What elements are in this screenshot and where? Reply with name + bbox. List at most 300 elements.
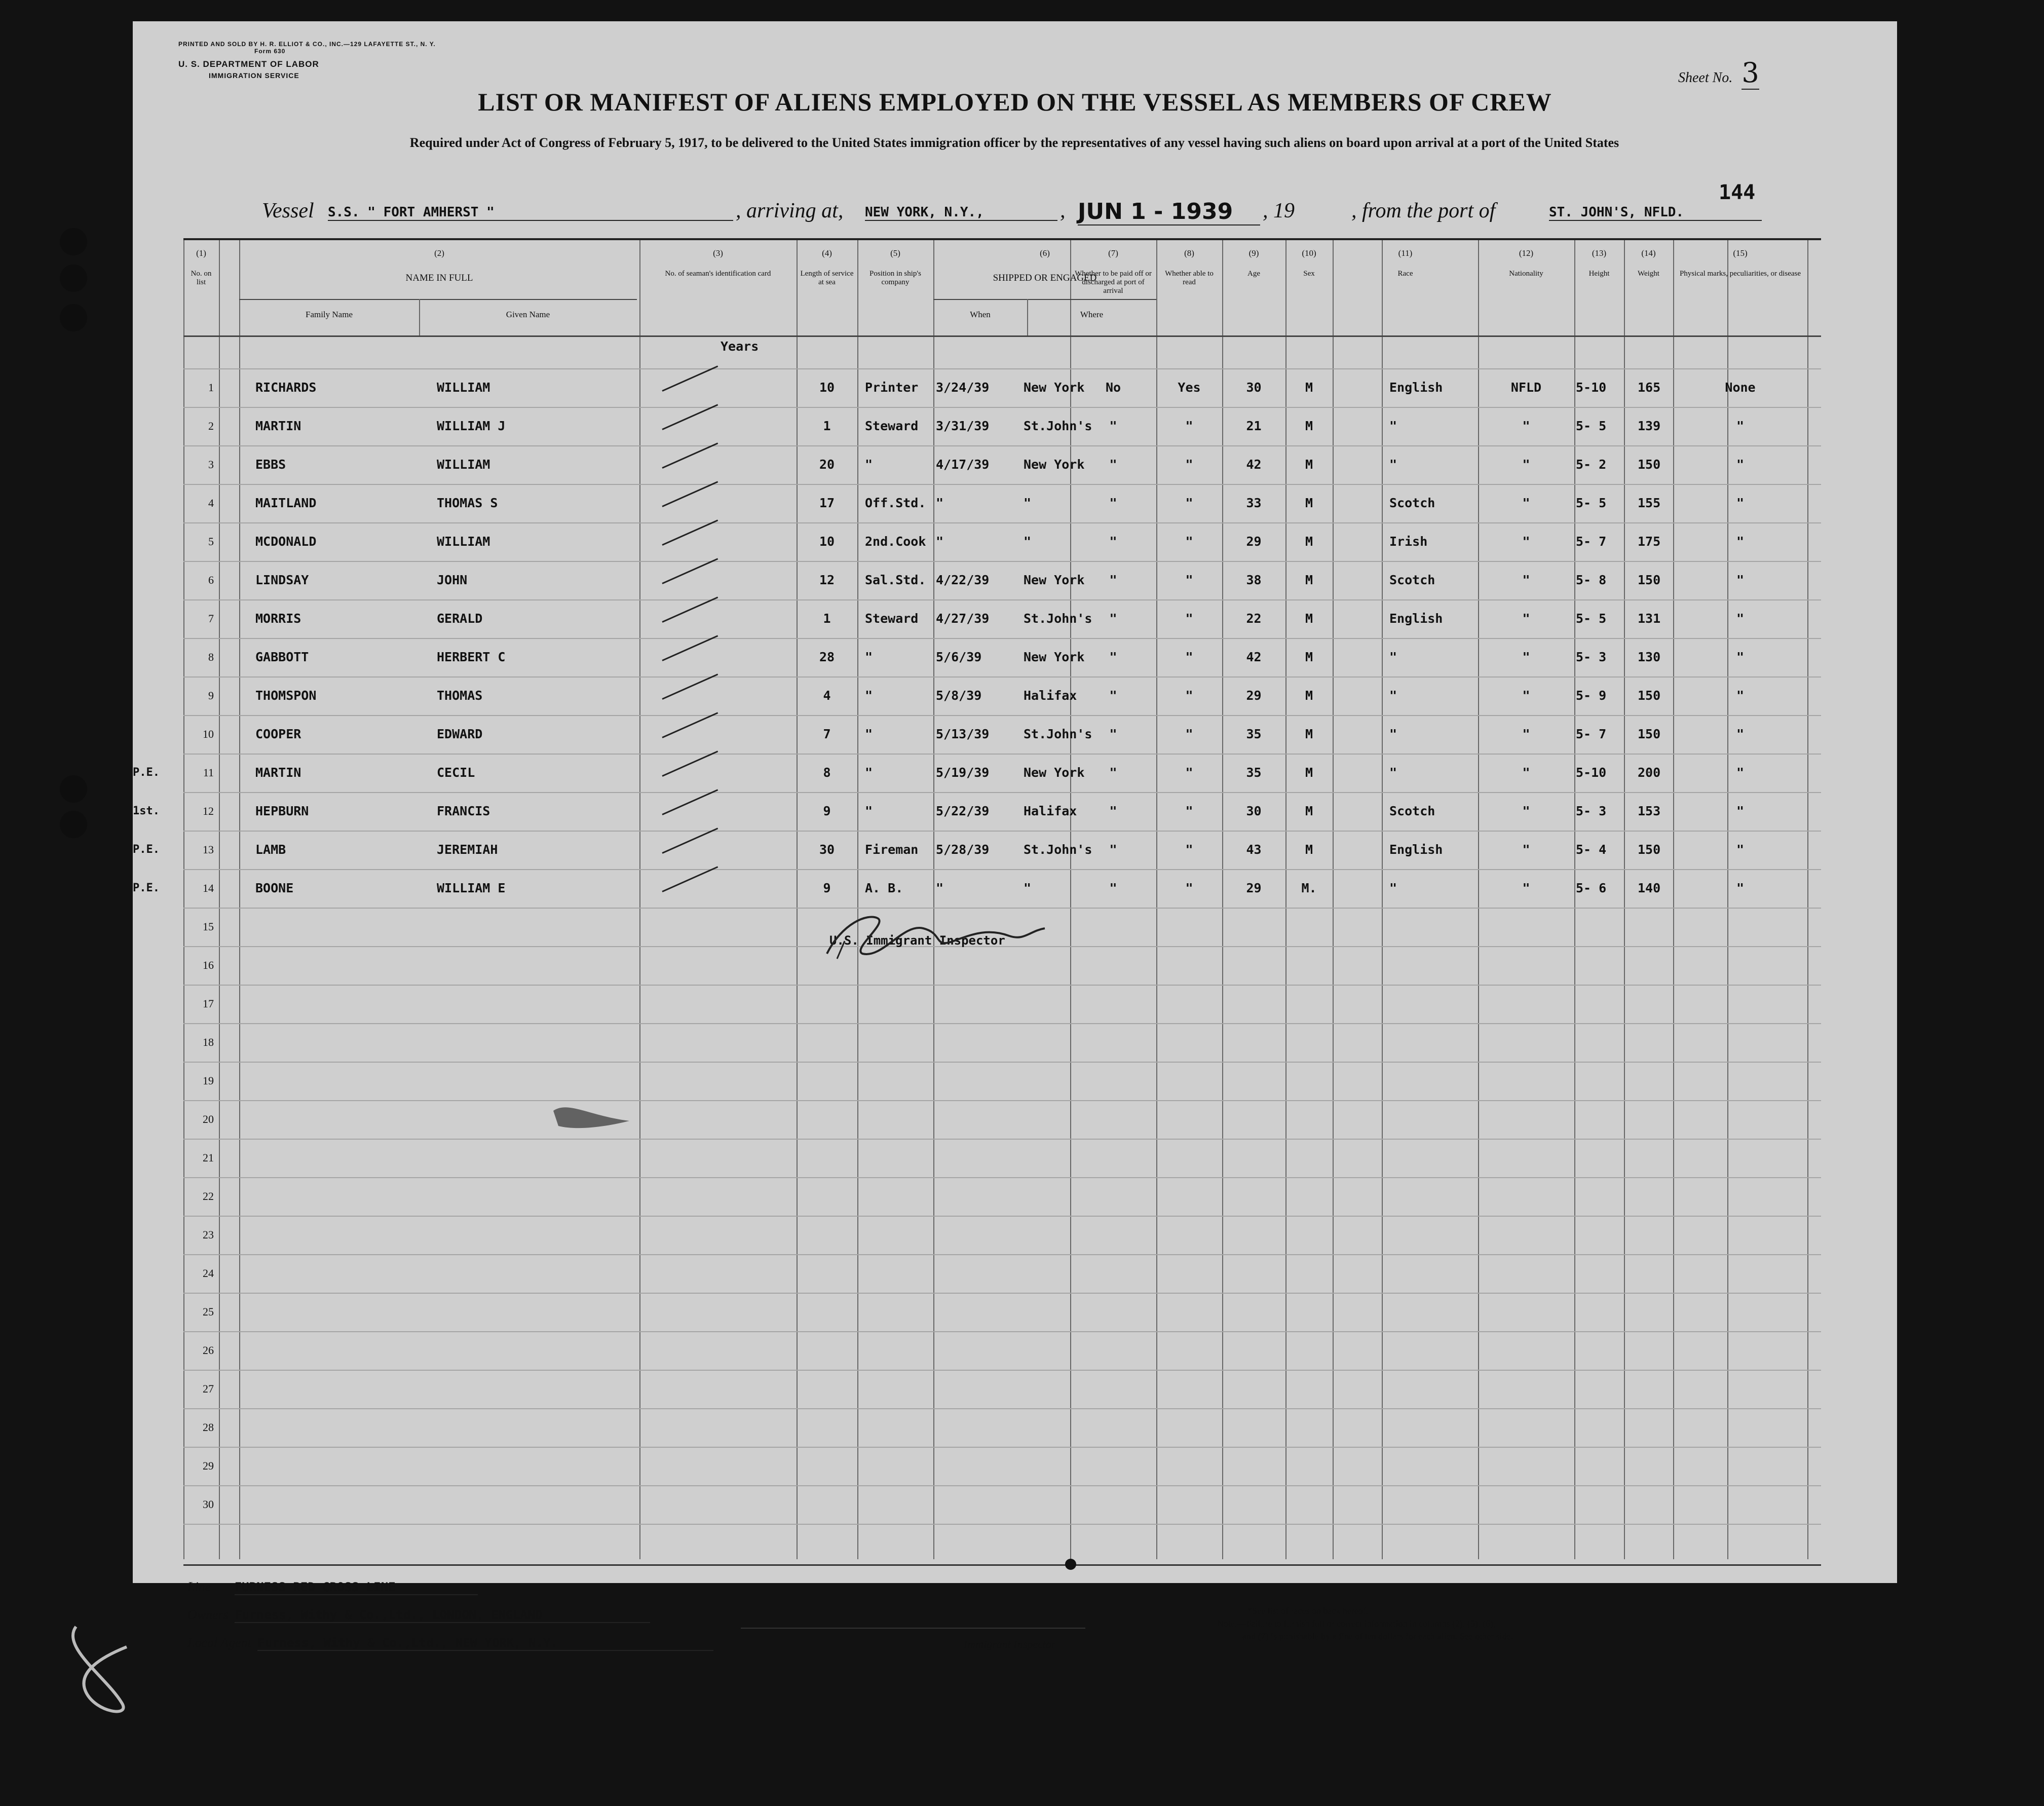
column-rule <box>797 240 798 1559</box>
column-header: Whether able to read <box>1165 270 1214 286</box>
cell-where: New York <box>1024 765 1085 780</box>
cell-when: 3/24/39 <box>936 380 990 395</box>
column-rule <box>1807 240 1808 1559</box>
cell-paid: " <box>1109 727 1117 741</box>
cell-marks: " <box>1736 650 1745 664</box>
cell-when: 3/31/39 <box>936 419 990 433</box>
cell-weight: 175 <box>1638 534 1661 549</box>
column-rule <box>183 240 184 1559</box>
cell-read: " <box>1185 611 1193 626</box>
cell-nat: " <box>1522 573 1530 587</box>
column-rule <box>1673 240 1674 1559</box>
row-rule <box>183 1062 1821 1063</box>
column-header: Physical marks, peculiarities, or disease <box>1679 270 1801 278</box>
row-number: 20 <box>203 1113 214 1125</box>
row-number: 12 <box>203 805 214 817</box>
row-rule <box>183 676 1821 678</box>
row-number: 10 <box>203 728 214 740</box>
cell-service: 1 <box>823 419 831 433</box>
cell-service: 20 <box>819 457 835 472</box>
row-number: 2 <box>208 420 214 432</box>
row-rule <box>183 1524 1821 1525</box>
column-number: (4) <box>822 248 832 258</box>
column-rule <box>1222 240 1223 1559</box>
id-card-check-mark <box>662 789 718 815</box>
inspector-stamp: U.S. Immigrant Inspector <box>829 933 1005 948</box>
column-rule <box>219 240 220 1559</box>
cell-race: " <box>1389 727 1397 741</box>
cell-family: MARTIN <box>255 765 301 780</box>
cell-family: MCDONALD <box>255 534 317 549</box>
cell-paid: " <box>1109 573 1117 587</box>
row-number: 16 <box>203 959 214 971</box>
binder-hole <box>60 304 87 331</box>
column-number: (10) <box>1302 248 1316 258</box>
column-number: (13) <box>1592 248 1607 258</box>
cell-age: 35 <box>1246 727 1262 741</box>
row-rule <box>183 792 1821 793</box>
cell-marks: None <box>1725 380 1756 395</box>
cell-age: 43 <box>1246 842 1262 857</box>
cell-service: 30 <box>819 842 835 857</box>
column-header: Nationality <box>1509 270 1543 278</box>
column-header: Position in ship's company <box>869 270 921 286</box>
cell-age: 30 <box>1246 804 1262 818</box>
cell-height: 5- 3 <box>1576 650 1607 664</box>
cell-position: Off.Std. <box>865 496 926 510</box>
cell-race: " <box>1389 457 1397 472</box>
cell-when: 4/17/39 <box>936 457 990 472</box>
cell-height: 5- 2 <box>1576 457 1607 472</box>
column-subheader: Where <box>1080 310 1104 319</box>
cell-service: 7 <box>823 727 831 741</box>
margin-note: P.E. <box>133 843 160 856</box>
row-number: 1 <box>208 381 214 394</box>
cell-paid: " <box>1109 534 1117 549</box>
cell-position: Fireman <box>865 842 919 857</box>
cell-age: 35 <box>1246 765 1262 780</box>
cell-sex: M <box>1305 457 1313 472</box>
id-card-check-mark <box>662 712 718 738</box>
row-rule <box>183 1331 1821 1332</box>
cell-height: 5- 7 <box>1576 534 1607 549</box>
cell-family: COOPER <box>255 727 301 741</box>
cell-marks: " <box>1736 727 1745 741</box>
cell-marks: " <box>1736 842 1745 857</box>
cell-when: 5/6/39 <box>936 650 982 664</box>
column-number: (5) <box>890 248 900 258</box>
cell-paid: " <box>1109 688 1117 703</box>
column-header: Whether to be paid off or discharged at port of arrival <box>1075 270 1152 295</box>
row-rule <box>183 985 1821 986</box>
cell-family: LAMB <box>255 842 286 857</box>
cell-height: 5- 5 <box>1576 419 1607 433</box>
cell-marks: " <box>1736 804 1745 818</box>
years-label: Years <box>721 339 759 354</box>
cell-given: HERBERT C <box>437 650 506 664</box>
cell-sex: M <box>1305 804 1313 818</box>
cell-height: 5- 5 <box>1576 611 1607 626</box>
cell-position: " <box>865 650 873 664</box>
margin-note: 1st. <box>133 805 160 817</box>
cell-age: 22 <box>1246 611 1262 626</box>
cell-family: GABBOTT <box>255 650 309 664</box>
id-card-check-mark <box>662 558 718 584</box>
column-header: Sex <box>1303 270 1315 278</box>
table-top-rule <box>183 238 1821 240</box>
cell-position: " <box>865 765 873 780</box>
cell-when: 5/8/39 <box>936 688 982 703</box>
row-rule <box>183 1254 1821 1255</box>
subheader-rule <box>239 299 637 300</box>
id-card-check-mark <box>662 404 718 430</box>
margin-scribble <box>56 1616 137 1718</box>
inspector-sign-line <box>741 1628 1085 1629</box>
cell-read: Yes <box>1178 380 1201 395</box>
column-header: No. on list <box>191 270 212 286</box>
cell-nat: " <box>1522 842 1530 857</box>
column-rule <box>1727 240 1728 1559</box>
column-number: (11) <box>1398 248 1413 258</box>
row-rule <box>183 599 1821 600</box>
cell-sex: M <box>1305 419 1313 433</box>
row-rule <box>183 561 1821 562</box>
vessel-name: S.S. " FORT AMHERST " <box>328 205 733 221</box>
cell-family: RICHARDS <box>255 380 317 395</box>
cell-given: WILLIAM E <box>437 881 506 895</box>
cell-paid: " <box>1109 457 1117 472</box>
cell-height: 5- 4 <box>1576 842 1607 857</box>
column-rule <box>639 240 640 1559</box>
column-number: (12) <box>1519 248 1534 258</box>
requirement-text: Required under Act of Congress of February 5, 1917, to be delivered to the United States immigration officer by the representatives of any vessel having such aliens on board upon arrival at a port of the United States <box>409 135 1619 150</box>
cell-given: CECIL <box>437 765 475 780</box>
penalty-note-1: Note.—Failure to furnish full or correct information in columns (2), (5), (6), <box>1217 1619 1496 1629</box>
cell-paid: " <box>1109 765 1117 780</box>
cell-where: " <box>1024 534 1032 549</box>
row-rule <box>183 522 1821 523</box>
cell-position: " <box>865 457 873 472</box>
cell-service: 28 <box>819 650 835 664</box>
cell-paid: " <box>1109 842 1117 857</box>
id-card-check-mark <box>662 365 718 392</box>
cell-age: 33 <box>1246 496 1262 510</box>
row-number: 11 <box>203 766 214 779</box>
cell-read: " <box>1185 804 1193 818</box>
row-rule <box>183 754 1821 755</box>
cell-race: English <box>1389 611 1443 626</box>
cell-nat: " <box>1522 881 1530 895</box>
cell-age: 38 <box>1246 573 1262 587</box>
cell-when: 5/22/39 <box>936 804 990 818</box>
cell-sex: M <box>1305 496 1313 510</box>
cell-read: " <box>1185 457 1193 472</box>
margin-note: P.E. <box>133 766 160 779</box>
cell-sex: M <box>1305 842 1313 857</box>
cell-race: Scotch <box>1389 573 1435 587</box>
cell-weight: 139 <box>1638 419 1661 433</box>
inspector-label: Immigrant Inspector <box>964 1638 1056 1650</box>
column-subheader: Family Name <box>305 310 353 319</box>
cell-race: " <box>1389 650 1397 664</box>
cell-family: EBBS <box>255 457 286 472</box>
cell-sex: M. <box>1301 881 1317 895</box>
cell-sex: M <box>1305 380 1313 395</box>
cell-service: 8 <box>823 765 831 780</box>
cell-service: 4 <box>823 688 831 703</box>
cell-where: New York <box>1024 650 1085 664</box>
cell-position: " <box>865 688 873 703</box>
cell-position: A. B. <box>865 881 903 895</box>
cell-weight: 150 <box>1638 727 1661 741</box>
row-number: 13 <box>203 843 214 856</box>
row-rule <box>183 445 1821 446</box>
footer-owners: Owners Furness, Withy & Co.,Ltd., LONDON, ENGLAND <box>187 1607 650 1623</box>
binder-hole <box>60 775 87 803</box>
cell-family: HEPBURN <box>255 804 309 818</box>
cell-height: 5- 8 <box>1576 573 1607 587</box>
column-header: SHIPPED OR ENGAGED <box>993 273 1097 283</box>
cell-paid: " <box>1109 650 1117 664</box>
departure-port: ST. JOHN'S, NFLD. <box>1549 205 1762 221</box>
row-rule <box>183 869 1821 870</box>
margin-note: P.E. <box>133 882 160 894</box>
cell-paid: No <box>1105 380 1121 395</box>
cell-where: St.John's <box>1024 611 1092 626</box>
footer-line: Line FURNESS RED CROSS LINE <box>187 1579 478 1595</box>
cell-family: MAITLAND <box>255 496 317 510</box>
cell-read: " <box>1185 534 1193 549</box>
row-rule <box>183 407 1821 408</box>
cell-race: " <box>1389 881 1397 895</box>
page-number: 144 <box>1719 181 1756 204</box>
cell-service: 9 <box>823 804 831 818</box>
cell-when: 4/27/39 <box>936 611 990 626</box>
arrival-port: NEW YORK, N.Y., <box>865 205 1057 221</box>
column-rule <box>1333 240 1334 1559</box>
cell-height: 5- 3 <box>1576 804 1607 818</box>
row-rule <box>183 1447 1821 1448</box>
cell-given: WILLIAM J <box>437 419 506 433</box>
ink-blot <box>548 1101 650 1136</box>
cell-height: 5-10 <box>1576 380 1607 395</box>
column-subheader: When <box>970 310 991 319</box>
cell-paid: " <box>1109 611 1117 626</box>
cell-service: 10 <box>819 534 835 549</box>
column-rule <box>1574 240 1575 1559</box>
cell-where: " <box>1024 881 1032 895</box>
cell-age: 29 <box>1246 688 1262 703</box>
cell-weight: 130 <box>1638 650 1661 664</box>
cell-read: " <box>1185 419 1193 433</box>
cell-height: 5-10 <box>1576 765 1607 780</box>
cell-read: " <box>1185 765 1193 780</box>
row-number: 15 <box>203 920 214 933</box>
cell-race: " <box>1389 688 1397 703</box>
id-card-check-mark <box>662 673 718 700</box>
row-number: 3 <box>208 458 214 471</box>
cell-where: Halifax <box>1024 804 1077 818</box>
cell-given: JOHN <box>437 573 468 587</box>
cell-marks: " <box>1736 688 1745 703</box>
cell-position: Steward <box>865 611 919 626</box>
id-card-check-mark <box>662 750 718 777</box>
column-header: Age <box>1247 270 1260 278</box>
manifest-sheet: PRINTED AND SOLD BY H. R. ELLIOT & CO., INC.—129 LAFAYETTE ST., N. Y. Form 630 U. S. DEPARTMENT OF LABOR IMMIGRATION SERVICE Sheet No. 3 LIST OR MANIFEST OF ALIENS EMPLOYED ON THE VESSEL AS MEMBERS OF CREW Required under Act of Congress of February 5, 1917, to be delivered to the United States immigration officer by the representatives of any vessel having such aliens on board upon arrival at a port of the United States 144 Vessel S.S. " FORT AMHERST " , arriving at, NEW YORK, N.Y., , JUN 1 - 1939 , 19 , from the port of ST. JOHN'S, NFLD. (1) No. on list (2) NAME IN FULL Family Name Given Name (3) No. of seaman's identification card (4) Length of service at sea (5) Position in ship's company (6) SHIPPED OR ENGAGED When Where (7) Whether to be paid off or discharged at port of arrival (8) Whether able to read (9) Age (10) Sex (11) Race (12) Nationality (13) Height (14) Weight (15) Physical marks, peculiarities, or disease Years 1 RICHARDS WILLIAM 10 Printer 3/24/39 New York No Yes 30 M English NFLD 5-10 165 None 2 MARTIN WILLIAM J 1 Steward 3/31/39 St.John's " " 21 M " " 5- 5 139 " 3 EBBS WILLIAM 20 " 4/17/39 New York " " 42 M " " 5- 2 150 " 4 MAITLAND THOMAS S 17 Off.Std. " " " " 33 M Scotch " 5- 5 155 " 5 MCDONALD WILLIAM 10 2nd.Cook " " " " 29 M Irish " 5- 7 175 " 6 LINDSAY JOHN 12 Sal.Std. 4/22/39 New York " " 38 M Scotch " 5- 8 150 " 7 MORRIS GERALD 1 Steward 4/27/39 St.John's " " 22 M English " 5- 5 131 " 8 GABBOTT HERBERT C 28 " 5/6/39 New York " " 42 M " " 5- 3 130 " 9 THOMSPON THOMAS 4 " 5/8/39 Halifax " " 29 M " " 5- 9 150 " 10 COOPER EDWARD 7 " 5/13/39 St.John's " " 35 M " " 5- 7 150 " 11 MARTIN CECIL 8 " 5/19/39 New York " " 35 M " " 5-10 200 " P.E. 12 HEPBURN FRANCIS 9 " 5/22/39 Halifax " " 30 M Scotch " 5- 3 153 " 1st. 13 LAMB JEREMIAH 30 Fireman 5/28/39 St.John's " " 43 M English " 5- 4 150 " P.E. 14 BOONE WILLIAM E 9 A. B. " " " " 29 M. " " 5- 6 140 " P.E. 15 16 17 18 19 20 21 22 23 24 25 26 27 28 29 30 U.S. Immigrant Inspector Line FURNESS RED CROSS LINE Owners Furness, Withy & Co.,Ltd., LONDON, ENGLAND Local Agent Furness, Withy & Co.,Ltd., NEW YORK, N.Y. Immigrant Inspector *See list of races on back hereof. Note.—Failure to furnish full or correct information in columns (2), (5), (6), and (7) is punishable by a fine of ten dollars for each alien. See other side. <box>133 21 1897 1583</box>
column-rule <box>239 240 240 1559</box>
column-rule <box>1624 240 1625 1559</box>
cell-when: 5/19/39 <box>936 765 990 780</box>
row-number: 14 <box>203 882 214 894</box>
department-heading: U. S. DEPARTMENT OF LABOR IMMIGRATION SERVICE <box>178 59 319 80</box>
cell-where: New York <box>1024 573 1085 587</box>
id-card-check-mark <box>662 866 718 892</box>
column-header: Height <box>1588 270 1610 278</box>
column-rule <box>1156 240 1157 1559</box>
cell-when: 5/13/39 <box>936 727 990 741</box>
cell-read: " <box>1185 496 1193 510</box>
row-rule <box>183 1100 1821 1101</box>
cell-weight: 150 <box>1638 573 1661 587</box>
document-title: LIST OR MANIFEST OF ALIENS EMPLOYED ON THE VESSEL AS MEMBERS OF CREW <box>478 88 1552 116</box>
cell-sex: M <box>1305 650 1313 664</box>
cell-age: 21 <box>1246 419 1262 433</box>
row-number: 5 <box>208 535 214 548</box>
cell-paid: " <box>1109 881 1117 895</box>
cell-position: " <box>865 727 873 741</box>
cell-weight: 200 <box>1638 765 1661 780</box>
cell-read: " <box>1185 573 1193 587</box>
cell-race: Scotch <box>1389 496 1435 510</box>
row-rule <box>183 1408 1821 1409</box>
cell-when: " <box>936 881 944 895</box>
cell-race: " <box>1389 765 1397 780</box>
cell-age: 29 <box>1246 534 1262 549</box>
cell-family: THOMSPON <box>255 688 317 703</box>
row-rule <box>183 484 1821 485</box>
cell-read: " <box>1185 688 1193 703</box>
row-rule <box>183 831 1821 832</box>
id-card-check-mark <box>662 635 718 661</box>
cell-race: English <box>1389 842 1443 857</box>
binder-hole <box>60 228 87 255</box>
cell-where: " <box>1024 496 1032 510</box>
row-number: 8 <box>208 651 214 663</box>
subheader-rule <box>933 299 1156 300</box>
cell-family: MORRIS <box>255 611 301 626</box>
sheet-number: Sheet No. 3 <box>1678 57 1759 89</box>
cell-position: Steward <box>865 419 919 433</box>
cell-height: 5- 7 <box>1576 727 1607 741</box>
row-rule <box>183 1370 1821 1371</box>
cell-paid: " <box>1109 804 1117 818</box>
row-number: 30 <box>203 1498 214 1511</box>
cell-position: 2nd.Cook <box>865 534 926 549</box>
column-rule <box>1478 240 1479 1559</box>
row-rule <box>183 368 1821 369</box>
cell-age: 30 <box>1246 380 1262 395</box>
row-number: 28 <box>203 1421 214 1434</box>
column-number: (14) <box>1641 248 1656 258</box>
row-number: 26 <box>203 1344 214 1357</box>
cell-nat: " <box>1522 688 1530 703</box>
row-number: 7 <box>208 612 214 625</box>
cell-given: WILLIAM <box>437 534 490 549</box>
column-number: (9) <box>1248 248 1259 258</box>
cell-position: " <box>865 804 873 818</box>
cell-marks: " <box>1736 881 1745 895</box>
column-number: (7) <box>1108 248 1118 258</box>
cell-when: 5/28/39 <box>936 842 990 857</box>
cell-given: FRANCIS <box>437 804 490 818</box>
column-header: Race <box>1397 270 1413 278</box>
cell-sex: M <box>1305 688 1313 703</box>
row-rule <box>183 1023 1821 1024</box>
cell-weight: 165 <box>1638 380 1661 395</box>
cell-read: " <box>1185 881 1193 895</box>
penalty-note-2: and (7) is punishable by a fine of ten dollars for each alien. See other side. <box>1242 1631 1513 1641</box>
column-header: No. of seaman's identification card <box>665 270 771 278</box>
row-number: 25 <box>203 1305 214 1318</box>
cell-position: Printer <box>865 380 919 395</box>
id-card-check-mark <box>662 596 718 623</box>
column-header: NAME IN FULL <box>405 273 473 283</box>
cell-when: 4/22/39 <box>936 573 990 587</box>
footer-agent: Local Agent Furness, Withy & Co.,Ltd., NEW YORK, N.Y. <box>187 1635 713 1651</box>
cell-given: THOMAS S <box>437 496 498 510</box>
id-card-check-mark <box>662 481 718 507</box>
cell-paid: " <box>1109 496 1117 510</box>
cell-nat: NFLD <box>1510 380 1542 395</box>
cell-marks: " <box>1736 611 1745 626</box>
row-rule <box>183 638 1821 639</box>
cell-nat: " <box>1522 804 1530 818</box>
cell-read: " <box>1185 727 1193 741</box>
cell-age: 29 <box>1246 881 1262 895</box>
cell-given: WILLIAM <box>437 457 490 472</box>
cell-height: 5- 9 <box>1576 688 1607 703</box>
row-rule <box>183 1139 1821 1140</box>
row-rule <box>183 1177 1821 1178</box>
footer-rule <box>183 1564 1821 1566</box>
row-number: 21 <box>203 1151 214 1164</box>
cell-where: Halifax <box>1024 688 1077 703</box>
cell-family: BOONE <box>255 881 294 895</box>
column-number: (2) <box>434 248 444 258</box>
cell-sex: M <box>1305 534 1313 549</box>
cell-marks: " <box>1736 573 1745 587</box>
cell-service: 12 <box>819 573 835 587</box>
cell-read: " <box>1185 842 1193 857</box>
cell-given: THOMAS <box>437 688 483 703</box>
binder-hole <box>60 811 87 838</box>
cell-sex: M <box>1305 765 1313 780</box>
cell-height: 5- 6 <box>1576 881 1607 895</box>
cell-weight: 150 <box>1638 688 1661 703</box>
header-rule <box>183 335 1821 337</box>
cell-given: WILLIAM <box>437 380 490 395</box>
id-card-check-mark <box>662 519 718 546</box>
column-rule <box>1285 240 1286 1559</box>
arrival-date-stamp: JUN 1 - 1939 <box>1078 199 1260 225</box>
cell-service: 10 <box>819 380 835 395</box>
row-number: 9 <box>208 689 214 702</box>
cell-where: New York <box>1024 457 1085 472</box>
cell-given: JEREMIAH <box>437 842 498 857</box>
row-rule <box>183 1485 1821 1486</box>
races-note: *See list of races on back hereof. <box>1247 1606 1369 1616</box>
cell-nat: " <box>1522 765 1530 780</box>
